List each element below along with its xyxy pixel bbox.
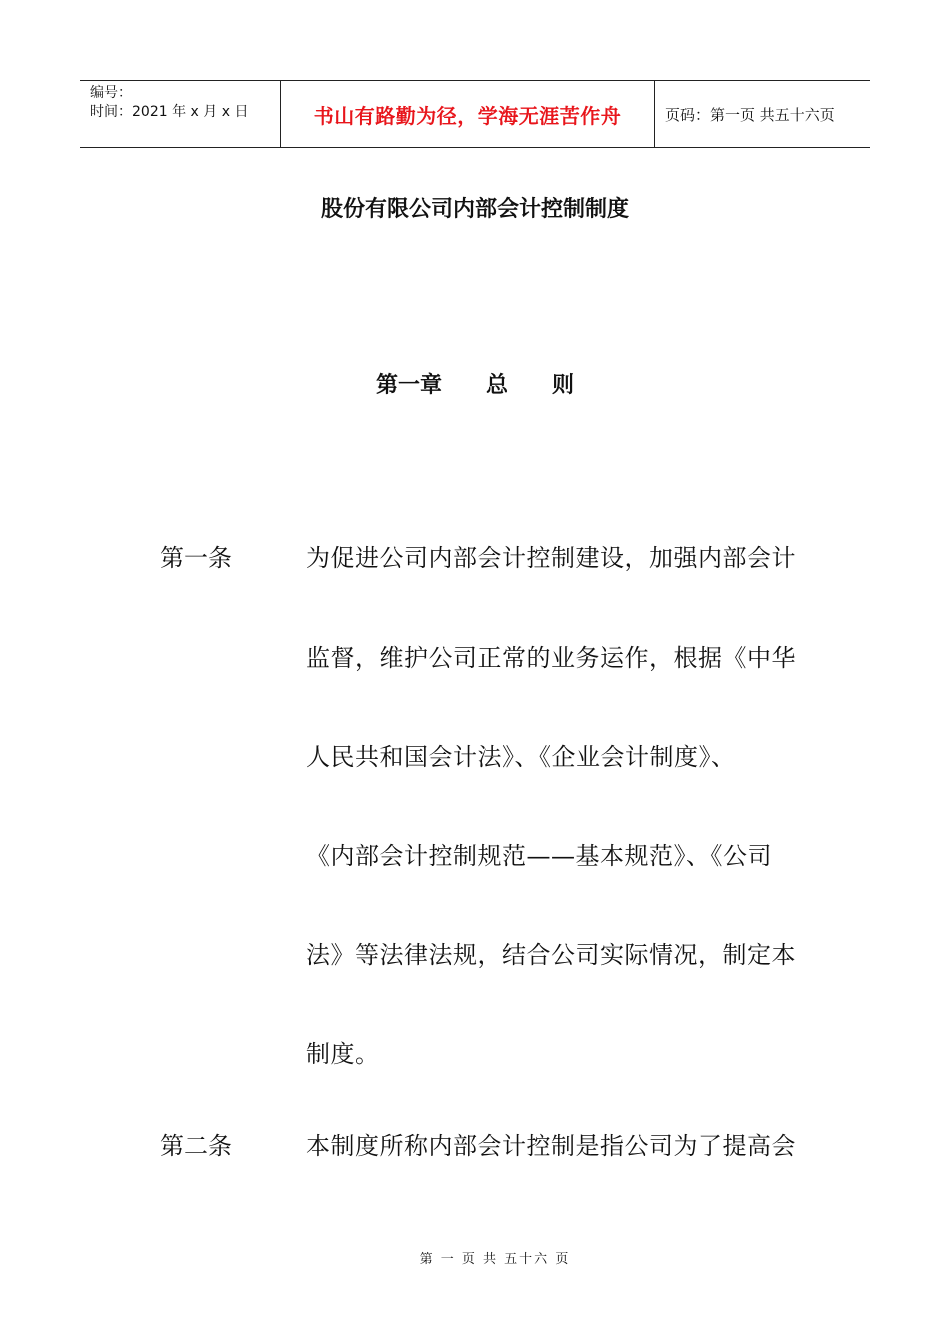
chapter-title: 第一章 总 则 <box>375 373 574 398</box>
time-label: 时间：2021 年 x 月 x 日 <box>90 104 249 120</box>
page-footer: 第 一 页 共 五十六 页 <box>419 1252 571 1267</box>
article-text-line: 监督，维护公司正常的业务运作，根据《中华 <box>306 644 796 672</box>
article-label: 第一条 <box>160 544 232 572</box>
article-text-line: 为促进公司内部会计控制建设，加强内部会计 <box>306 544 796 572</box>
article-text-line: 《内部会计控制规范——基本规范》、《公司 <box>306 842 772 870</box>
document-header <box>80 80 870 148</box>
header-motto: 书山有路勤为径，学海无涯苦作舟 <box>281 81 655 147</box>
document-title: 股份有限公司内部会计控制制度 <box>320 197 629 222</box>
number-label: 编号： <box>90 85 132 101</box>
article-text-line: 人民共和国会计法》、《企业会计制度》、 <box>306 743 736 771</box>
article-text-line: 法》等法律法规，结合公司实际情况，制定本 <box>306 941 796 969</box>
article-label: 第二条 <box>160 1132 232 1160</box>
header-page-info: 页码：第一页 共五十六页 <box>665 105 835 124</box>
header-meta <box>80 81 281 147</box>
article-text-line: 制度。 <box>306 1040 380 1068</box>
article-text-line: 本制度所称内部会计控制是指公司为了提高会 <box>306 1132 796 1160</box>
